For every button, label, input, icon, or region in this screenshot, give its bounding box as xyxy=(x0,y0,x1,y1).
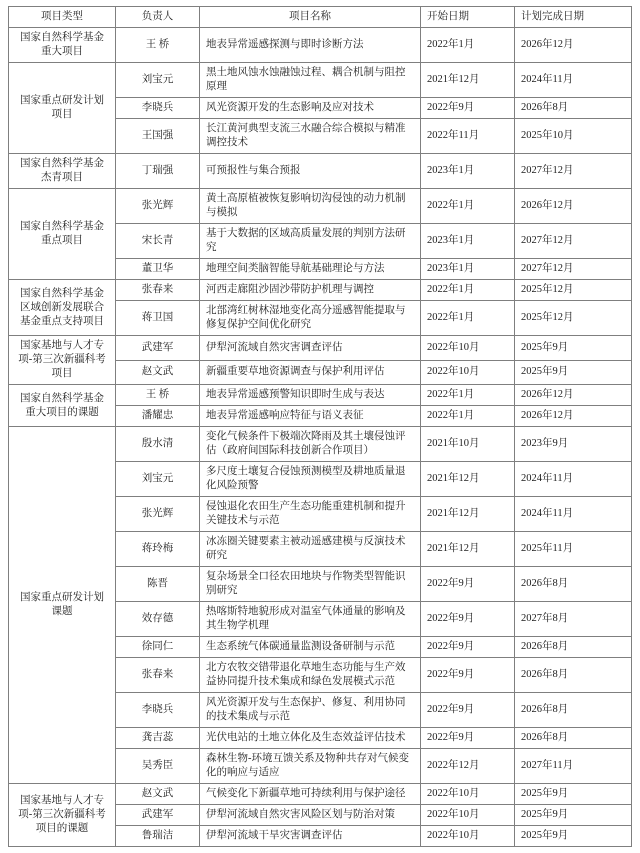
end-date-cell: 2027年11月 xyxy=(515,749,632,784)
project-name-cell: 变化气候条件下极端次降雨及其土壤侵蚀评估（政府间国际科技创新合作项目） xyxy=(200,427,421,462)
header-leader: 负责人 xyxy=(116,7,200,28)
end-date-cell: 2026年8月 xyxy=(515,728,632,749)
start-date-cell: 2022年1月 xyxy=(421,280,515,301)
leader-cell: 殷水清 xyxy=(116,427,200,462)
project-name-cell: 黄土高原植被恢复影响切沟侵蚀的动力机制与模拟 xyxy=(200,189,421,224)
project-name-cell: 多尺度土壤复合侵蚀预测模型及耕地质量退化风险预警 xyxy=(200,462,421,497)
project-name-cell: 风光资源开发的生态影响及应对技术 xyxy=(200,98,421,119)
project-name-cell: 地表异常遥感预警知识即时生成与表达 xyxy=(200,385,421,406)
table-row xyxy=(9,63,632,98)
project-name-cell: 伊犁河流域自然灾害调查评估 xyxy=(200,336,421,361)
leader-cell: 王 桥 xyxy=(116,28,200,63)
project-name-cell: 风光资源开发与生态保护、修复、利用协同的技术集成与示范 xyxy=(200,693,421,728)
header-start-date: 开始日期 xyxy=(421,7,515,28)
end-date-cell: 2025年10月 xyxy=(515,119,632,154)
start-date-cell: 2021年12月 xyxy=(421,532,515,567)
project-name-cell: 基于大数据的区域高质量发展的判别方法研究 xyxy=(200,224,421,259)
end-date-cell: 2027年8月 xyxy=(515,602,632,637)
end-date-cell: 2025年9月 xyxy=(515,805,632,826)
leader-cell: 陈晋 xyxy=(116,567,200,602)
start-date-cell: 2022年1月 xyxy=(421,385,515,406)
end-date-cell: 2023年9月 xyxy=(515,427,632,462)
start-date-cell: 2022年10月 xyxy=(421,805,515,826)
start-date-cell: 2023年1月 xyxy=(421,224,515,259)
project-type-cell: 国家重点研发计划课题 xyxy=(9,427,116,784)
project-type-cell: 国家重点研发计划项目 xyxy=(9,63,116,154)
header-row xyxy=(9,7,632,28)
leader-cell: 张春来 xyxy=(116,658,200,693)
project-name-cell: 地理空间类脑智能导航基础理论与方法 xyxy=(200,259,421,280)
project-name-cell: 北部湾红树林湿地变化高分遥感智能提取与修复保护空间优化研究 xyxy=(200,301,421,336)
project-type-cell: 国家自然科学基金重点项目 xyxy=(9,189,116,280)
start-date-cell: 2021年10月 xyxy=(421,427,515,462)
leader-cell: 武建军 xyxy=(116,805,200,826)
project-name-cell: 可预报性与集合预报 xyxy=(200,154,421,189)
project-name-cell: 北方农牧交错带退化草地生态功能与生产效益协同提升技术集成和绿色发展模式示范 xyxy=(200,658,421,693)
leader-cell: 刘宝元 xyxy=(116,462,200,497)
leader-cell: 蒋卫国 xyxy=(116,301,200,336)
end-date-cell: 2025年12月 xyxy=(515,280,632,301)
table-body xyxy=(9,28,632,847)
end-date-cell: 2024年11月 xyxy=(515,462,632,497)
leader-cell: 武建军 xyxy=(116,336,200,361)
end-date-cell: 2026年8月 xyxy=(515,693,632,728)
project-name-cell: 黑土地风蚀水蚀融蚀过程、耦合机制与阻控原理 xyxy=(200,63,421,98)
project-name-cell: 伊犁河流域自然灾害风险区划与防治对策 xyxy=(200,805,421,826)
leader-cell: 丁瑞强 xyxy=(116,154,200,189)
leader-cell: 王国强 xyxy=(116,119,200,154)
start-date-cell: 2021年12月 xyxy=(421,497,515,532)
start-date-cell: 2022年9月 xyxy=(421,567,515,602)
leader-cell: 徐同仁 xyxy=(116,637,200,658)
leader-cell: 龚吉蕊 xyxy=(116,728,200,749)
projects-table xyxy=(8,6,632,847)
leader-cell: 宋长青 xyxy=(116,224,200,259)
end-date-cell: 2025年9月 xyxy=(515,360,632,385)
end-date-cell: 2024年11月 xyxy=(515,63,632,98)
project-name-cell: 森林生物-环境互馈关系及物种共存对气候变化的响应与适应 xyxy=(200,749,421,784)
leader-cell: 赵文武 xyxy=(116,360,200,385)
leader-cell: 鲁瑞洁 xyxy=(116,826,200,847)
project-name-cell: 光伏电站的土地立体化及生态效益评估技术 xyxy=(200,728,421,749)
start-date-cell: 2022年9月 xyxy=(421,98,515,119)
start-date-cell: 2023年1月 xyxy=(421,259,515,280)
project-name-cell: 侵蚀退化农田生产生态功能重建机制和提升关键技术与示范 xyxy=(200,497,421,532)
leader-cell: 张光辉 xyxy=(116,497,200,532)
project-type-cell: 国家基地与人才专项-第三次新疆科考项目 xyxy=(9,336,116,385)
end-date-cell: 2026年12月 xyxy=(515,406,632,427)
project-name-cell: 气候变化下新疆草地可持续利用与保护途径 xyxy=(200,784,421,805)
end-date-cell: 2027年12月 xyxy=(515,224,632,259)
end-date-cell: 2024年11月 xyxy=(515,497,632,532)
leader-cell: 董卫华 xyxy=(116,259,200,280)
project-name-cell: 新疆重要草地资源调查与保护利用评估 xyxy=(200,360,421,385)
leader-cell: 王 桥 xyxy=(116,385,200,406)
start-date-cell: 2022年10月 xyxy=(421,784,515,805)
start-date-cell: 2022年1月 xyxy=(421,406,515,427)
project-name-cell: 复杂场景全口径农田地块与作物类型智能识别研究 xyxy=(200,567,421,602)
project-name-cell: 热喀斯特地貌形成对温室气体通量的影响及其生物学机理 xyxy=(200,602,421,637)
start-date-cell: 2022年9月 xyxy=(421,602,515,637)
start-date-cell: 2022年9月 xyxy=(421,693,515,728)
leader-cell: 李晓兵 xyxy=(116,693,200,728)
project-name-cell: 河西走廊阻沙固沙带防护机理与调控 xyxy=(200,280,421,301)
start-date-cell: 2022年1月 xyxy=(421,28,515,63)
leader-cell: 潘耀忠 xyxy=(116,406,200,427)
end-date-cell: 2026年8月 xyxy=(515,637,632,658)
start-date-cell: 2022年9月 xyxy=(421,637,515,658)
leader-cell: 李晓兵 xyxy=(116,98,200,119)
project-name-cell: 长江黄河典型支流三水融合综合模拟与精准调控技术 xyxy=(200,119,421,154)
end-date-cell: 2025年12月 xyxy=(515,301,632,336)
table-row xyxy=(9,189,632,224)
table-row xyxy=(9,784,632,805)
end-date-cell: 2025年9月 xyxy=(515,336,632,361)
end-date-cell: 2026年12月 xyxy=(515,385,632,406)
project-name-cell: 冰冻圈关键要素主被动遥感建模与反演技术研究 xyxy=(200,532,421,567)
project-type-cell: 国家自然科学基金区域创新发展联合基金重点支持项目 xyxy=(9,280,116,336)
start-date-cell: 2022年10月 xyxy=(421,360,515,385)
start-date-cell: 2022年1月 xyxy=(421,301,515,336)
start-date-cell: 2023年1月 xyxy=(421,154,515,189)
leader-cell: 刘宝元 xyxy=(116,63,200,98)
header-project-name: 项目名称 xyxy=(200,7,421,28)
project-type-cell: 国家自然科学基金重大项目的课题 xyxy=(9,385,116,427)
leader-cell: 吴秀臣 xyxy=(116,749,200,784)
start-date-cell: 2022年1月 xyxy=(421,189,515,224)
start-date-cell: 2022年9月 xyxy=(421,728,515,749)
end-date-cell: 2025年9月 xyxy=(515,784,632,805)
table-row xyxy=(9,154,632,189)
start-date-cell: 2021年12月 xyxy=(421,462,515,497)
table-row xyxy=(9,280,632,301)
header-end-date: 计划完成日期 xyxy=(515,7,632,28)
end-date-cell: 2025年9月 xyxy=(515,826,632,847)
end-date-cell: 2026年8月 xyxy=(515,98,632,119)
start-date-cell: 2022年12月 xyxy=(421,749,515,784)
leader-cell: 赵文武 xyxy=(116,784,200,805)
table-row xyxy=(9,427,632,462)
project-type-cell: 国家基地与人才专项-第三次新疆科考项目的课题 xyxy=(9,784,116,847)
table-row xyxy=(9,336,632,361)
start-date-cell: 2021年12月 xyxy=(421,63,515,98)
end-date-cell: 2026年8月 xyxy=(515,567,632,602)
end-date-cell: 2026年8月 xyxy=(515,658,632,693)
start-date-cell: 2022年9月 xyxy=(421,658,515,693)
project-name-cell: 地表异常遥感探测与即时诊断方法 xyxy=(200,28,421,63)
leader-cell: 张春来 xyxy=(116,280,200,301)
leader-cell: 效存德 xyxy=(116,602,200,637)
table-row xyxy=(9,28,632,63)
start-date-cell: 2022年10月 xyxy=(421,826,515,847)
project-type-cell: 国家自然科学基金重大项目 xyxy=(9,28,116,63)
start-date-cell: 2022年11月 xyxy=(421,119,515,154)
end-date-cell: 2027年12月 xyxy=(515,154,632,189)
project-name-cell: 生态系统气体碳通量监测设备研制与示范 xyxy=(200,637,421,658)
end-date-cell: 2025年11月 xyxy=(515,532,632,567)
leader-cell: 蒋玲梅 xyxy=(116,532,200,567)
project-name-cell: 伊犁河流域干旱灾害调查评估 xyxy=(200,826,421,847)
table-row xyxy=(9,385,632,406)
end-date-cell: 2026年12月 xyxy=(515,189,632,224)
header-project-type: 项目类型 xyxy=(9,7,116,28)
leader-cell: 张光辉 xyxy=(116,189,200,224)
end-date-cell: 2027年12月 xyxy=(515,259,632,280)
project-name-cell: 地表异常遥感响应特征与语义表征 xyxy=(200,406,421,427)
start-date-cell: 2022年10月 xyxy=(421,336,515,361)
end-date-cell: 2026年12月 xyxy=(515,28,632,63)
project-type-cell: 国家自然科学基金杰青项目 xyxy=(9,154,116,189)
